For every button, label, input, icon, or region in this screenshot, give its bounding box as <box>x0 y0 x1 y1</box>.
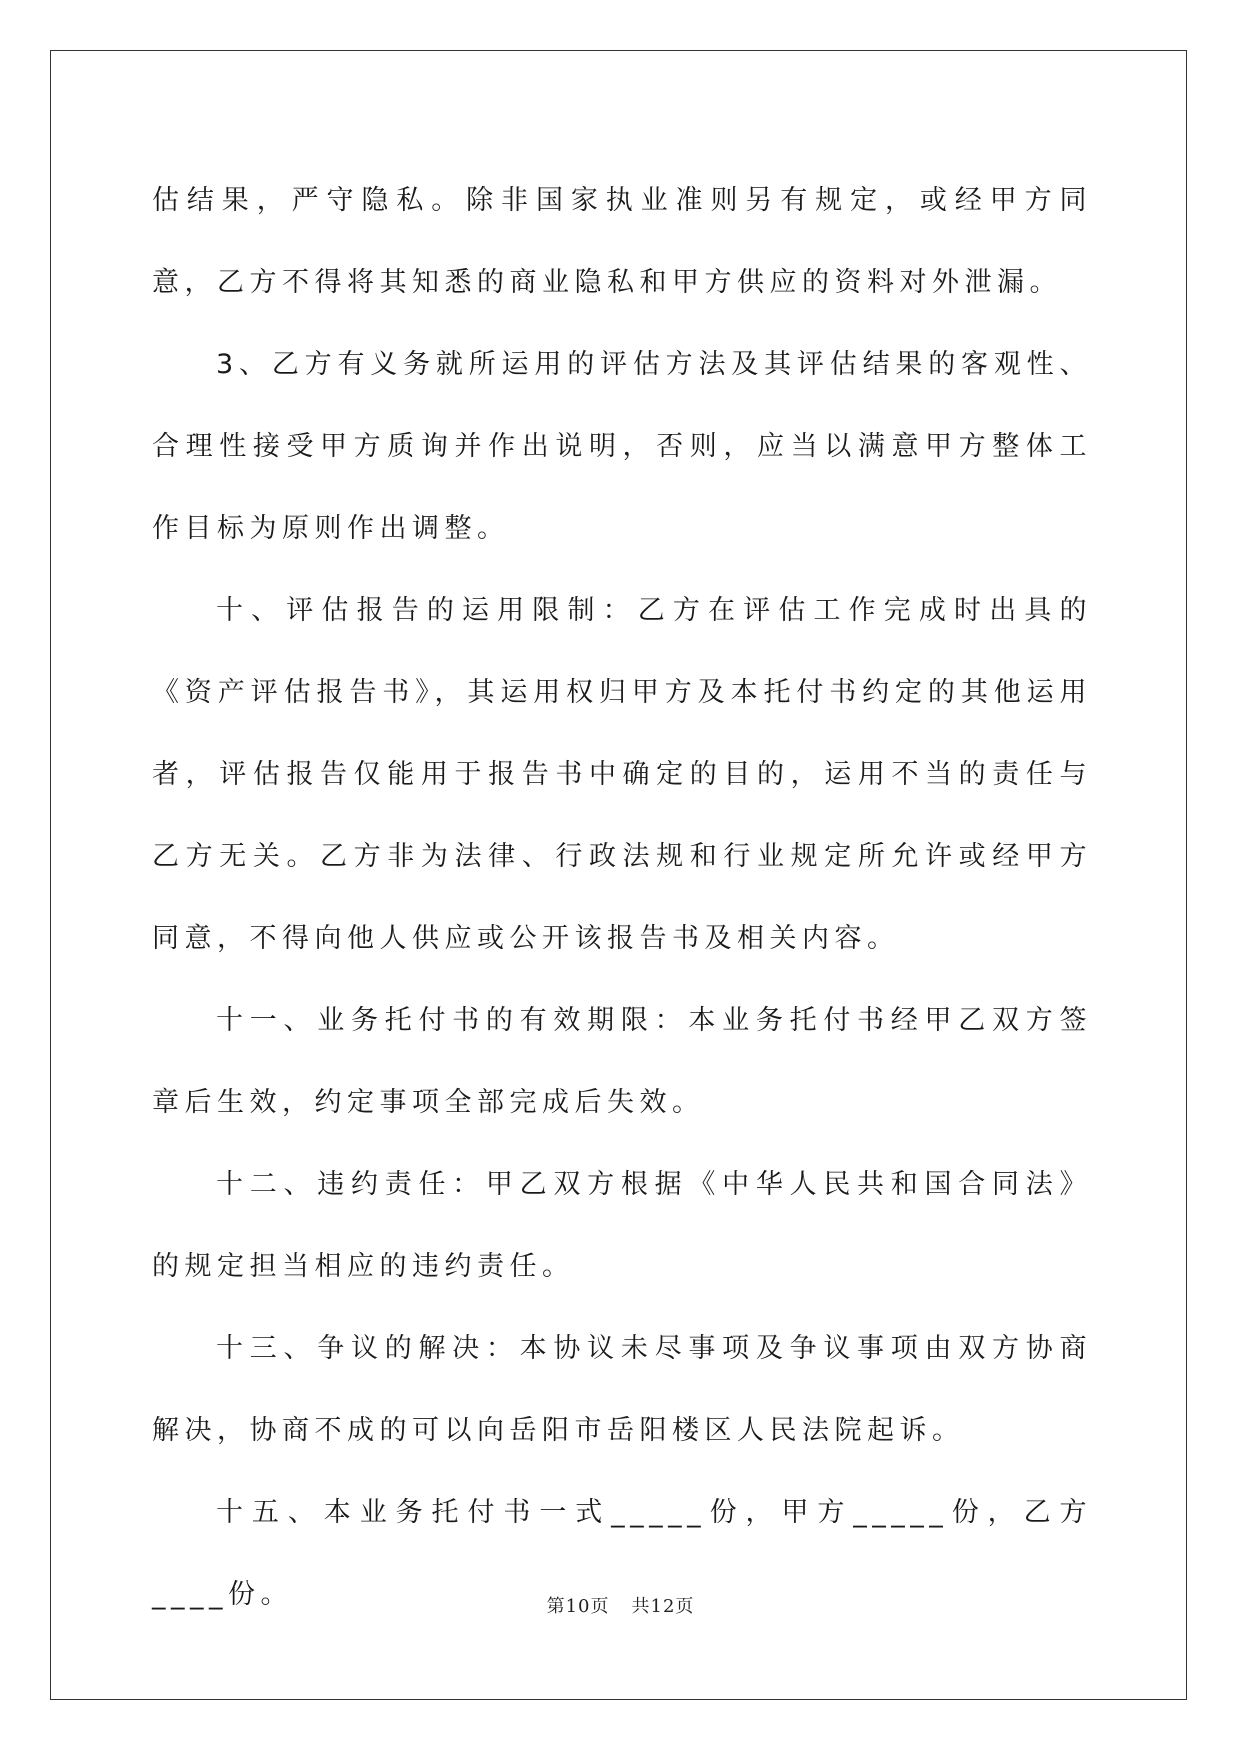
total-pages: 共12页 <box>631 1596 695 1617</box>
paragraph-clause-10: 十、评估报告的运用限制：乙方在评估工作完成时出具的《资产评估报告书》，其运用权归甲方及本托付书约定的其他运用者，评估报告仅能用于报告书中确定的目的，运用不当的责任与乙方无关。乙方非为法律、行政法规和行业规定所允许或经甲方同意，不得向他人供应或公开该报告书及相关内容。 <box>152 595 1092 954</box>
current-page-number: 第10页 <box>546 1596 610 1617</box>
paragraph-clause-3: 3、乙方有义务就所运用的评估方法及其评估结果的客观性、合理性接受甲方质询并作出说明，否则，应当以满意甲方整体工作目标为原则作出调整。 <box>152 349 1092 544</box>
paragraph-clause-11: 十一、业务托付书的有效期限：本业务托付书经甲乙双方签章后生效，约定事项全部完成后失效。 <box>152 1005 1092 1118</box>
paragraph-continuation: 估结果，严守隐私。除非国家执业准则另有规定，或经甲方同意，乙方不得将其知悉的商业隐私和甲方供应的资料对外泄漏。 <box>152 185 1092 298</box>
paragraph-clause-15: 十五、本业务托付书一式_____份，甲方_____份，乙方____份。 <box>152 1497 1092 1610</box>
document-body <box>152 160 1092 1636</box>
page-footer <box>0 1592 1241 1618</box>
paragraph-clause-12: 十二、违约责任：甲乙双方根据《中华人民共和国合同法》的规定担当相应的违约责任。 <box>152 1169 1092 1282</box>
paragraph-clause-13: 十三、争议的解决：本协议未尽事项及争议事项由双方协商解决，协商不成的可以向岳阳市岳阳楼区人民法院起诉。 <box>152 1333 1092 1446</box>
